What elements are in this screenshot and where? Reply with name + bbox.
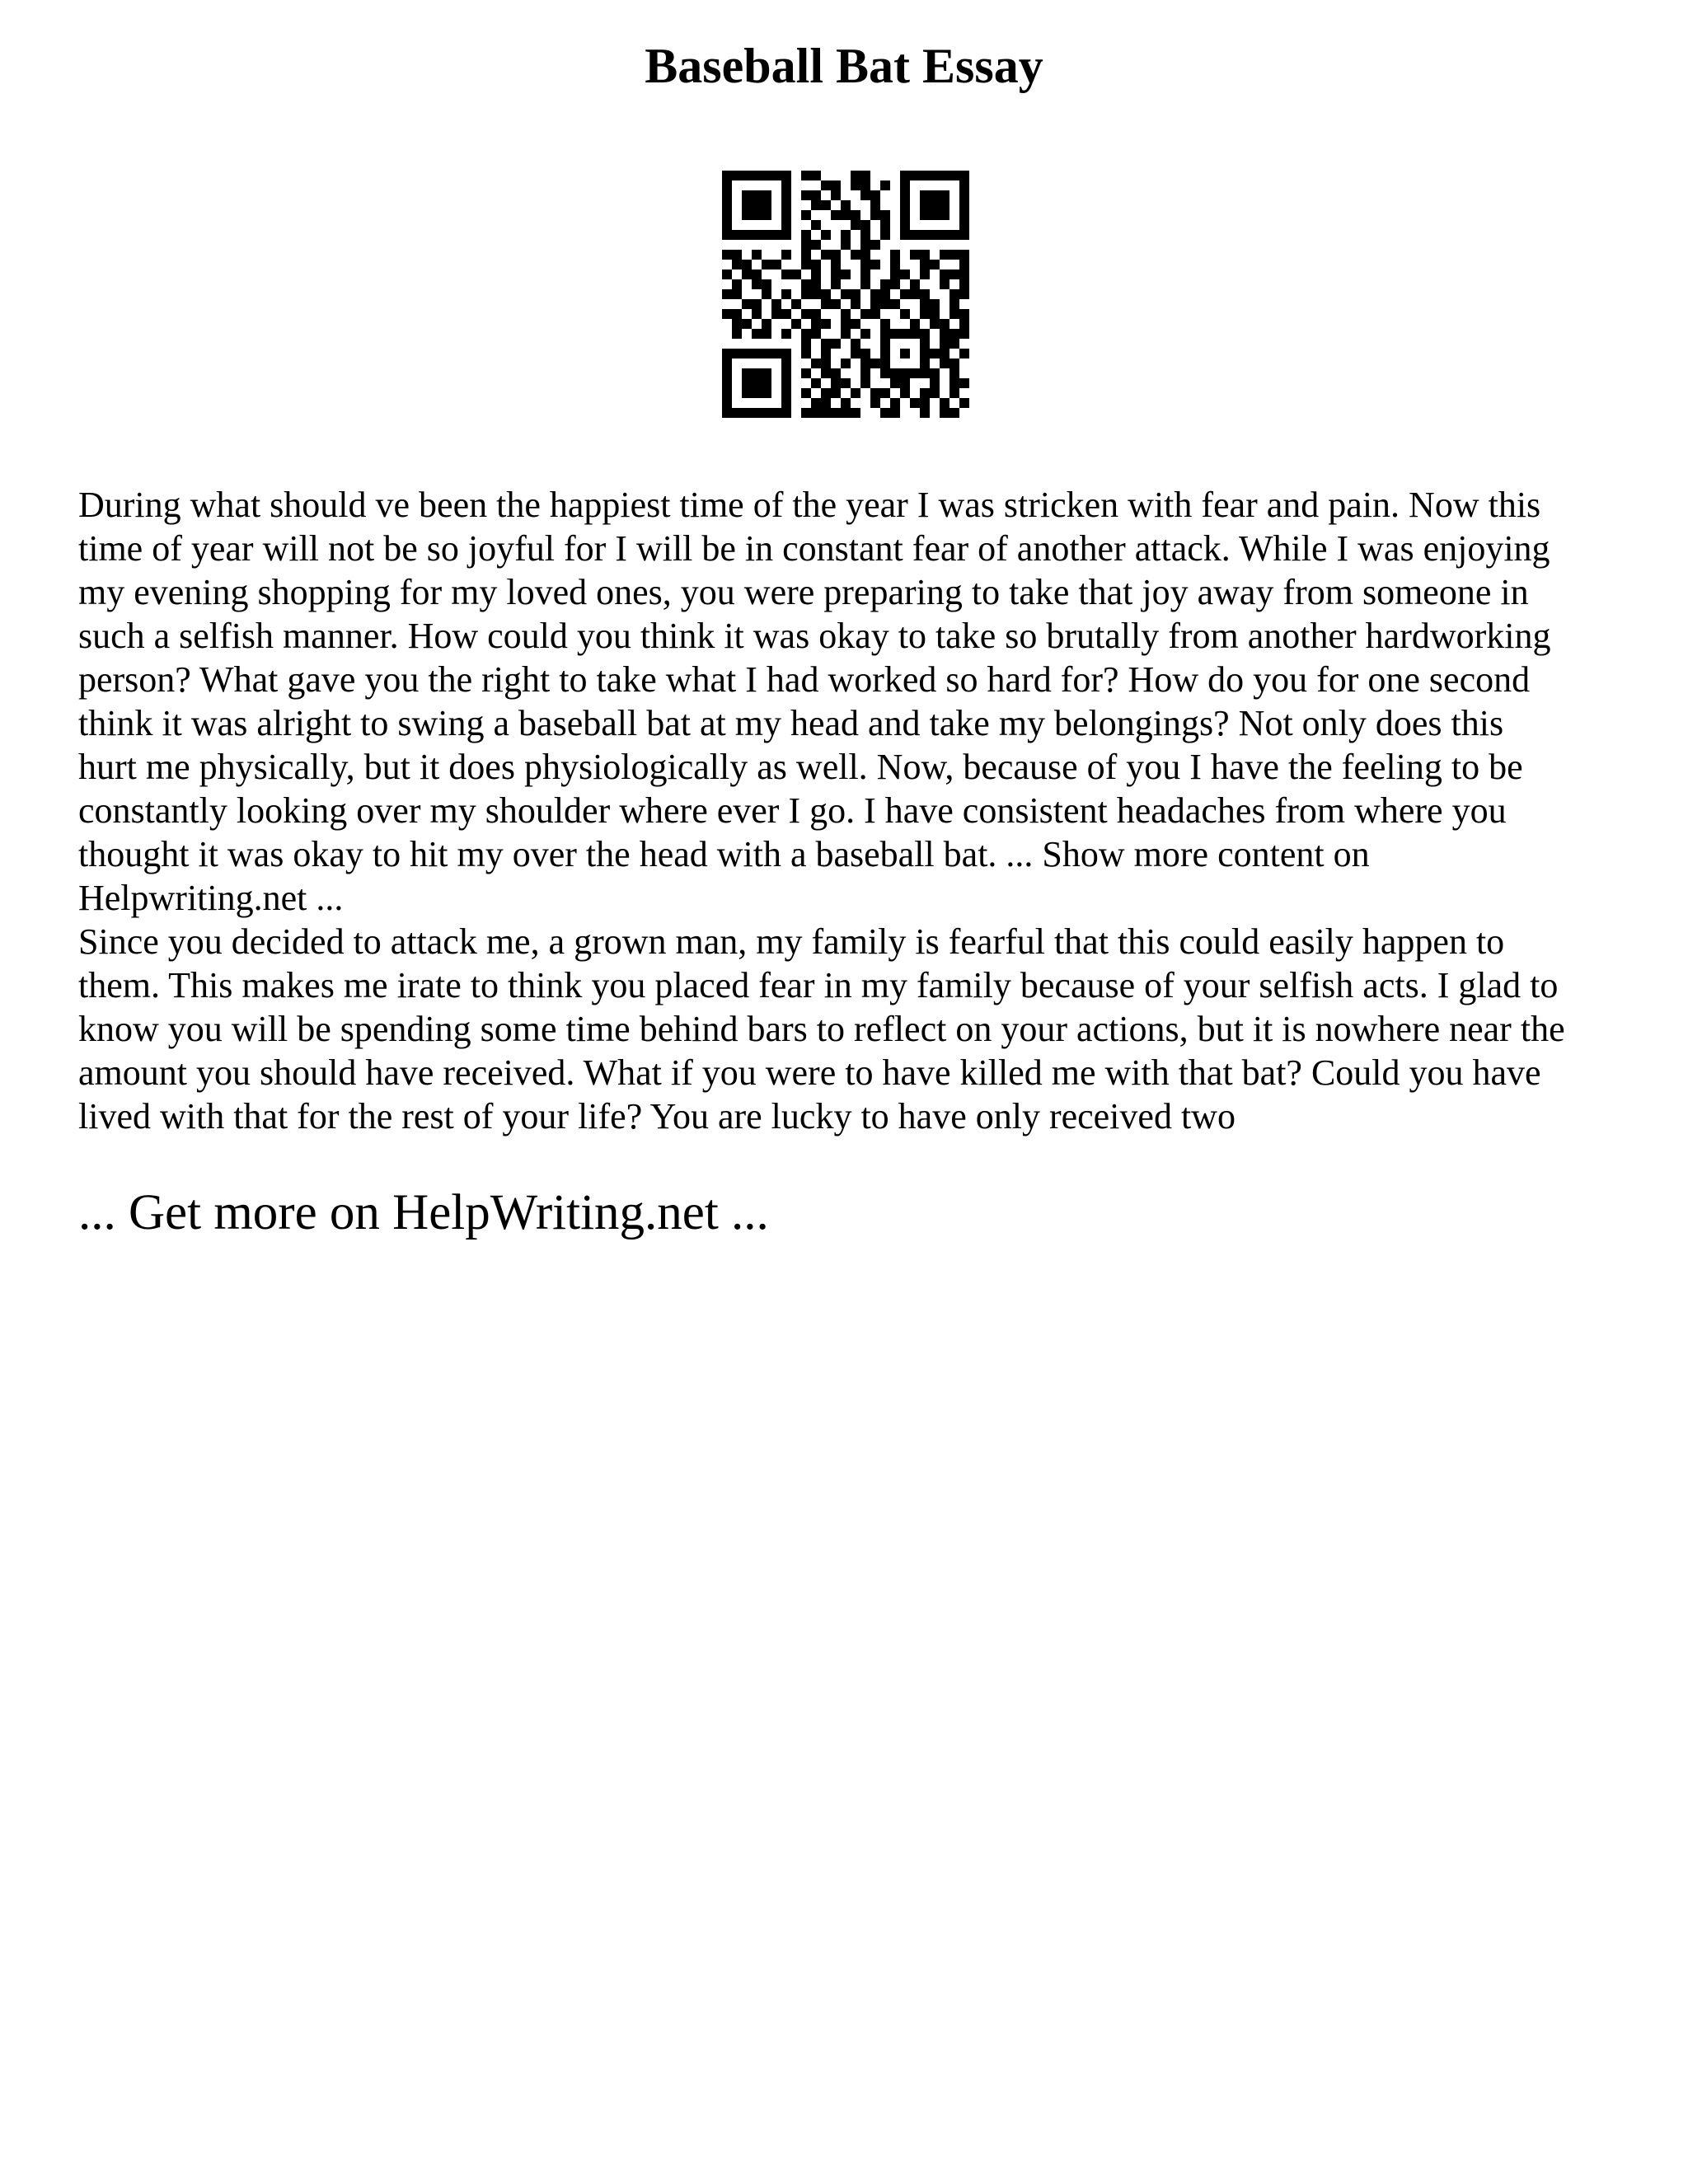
essay-line: think it was alright to swing a baseball bat at my head and take my belongings? Not only does this <box>78 703 1504 743</box>
essay-paragraph-2 <box>78 920 1632 1138</box>
essay-line: my evening shopping for my loved ones, you were preparing to take that joy away from someone in <box>78 572 1529 612</box>
essay-paragraph-1 <box>78 483 1632 920</box>
essay-line: such a selfish manner. How could you think it was okay to take so brutally from another hardworking <box>78 616 1551 656</box>
essay-line: Since you decided to attack me, a grown man, my family is fearful that this could easily happen to <box>78 921 1505 962</box>
essay-line: time of year will not be so joyful for I will be in constant fear of another attack. While I was enjoying <box>78 528 1550 569</box>
essay-line: constantly looking over my shoulder where ever I go. I have consistent headaches from where you <box>78 790 1507 831</box>
page-title: Baseball Bat Essay <box>645 39 1043 93</box>
qr-code <box>722 171 969 418</box>
essay-line: them. This makes me irate to think you placed fear in my family because of your selfish acts. I glad to <box>78 965 1559 1005</box>
essay-body <box>78 483 1632 1138</box>
essay-line: thought it was okay to hit my over the head with a baseball bat. ... Show more content on <box>78 834 1370 874</box>
essay-line: person? What gave you the right to take what I had worked so hard for? How do you for one second <box>78 659 1531 700</box>
essay-line: During what should ve been the happiest time of the year I was stricken with fear and pain. Now this <box>78 485 1541 525</box>
essay-line: amount you should have received. What if you were to have killed me with that bat? Could you have <box>78 1052 1541 1093</box>
essay-line: lived with that for the rest of your life? You are lucky to have only received two <box>78 1096 1236 1137</box>
essay-line: hurt me physically, but it does physiologically as well. Now, because of you I have the feeling to be <box>78 747 1523 787</box>
footer-link-text: ... Get more on HelpWriting.net ... <box>78 1185 769 1240</box>
essay-line: know you will be spending some time behind bars to reflect on your actions, but it is nowhere near the <box>78 1009 1565 1049</box>
essay-line: Helpwriting.net ... <box>78 878 344 918</box>
